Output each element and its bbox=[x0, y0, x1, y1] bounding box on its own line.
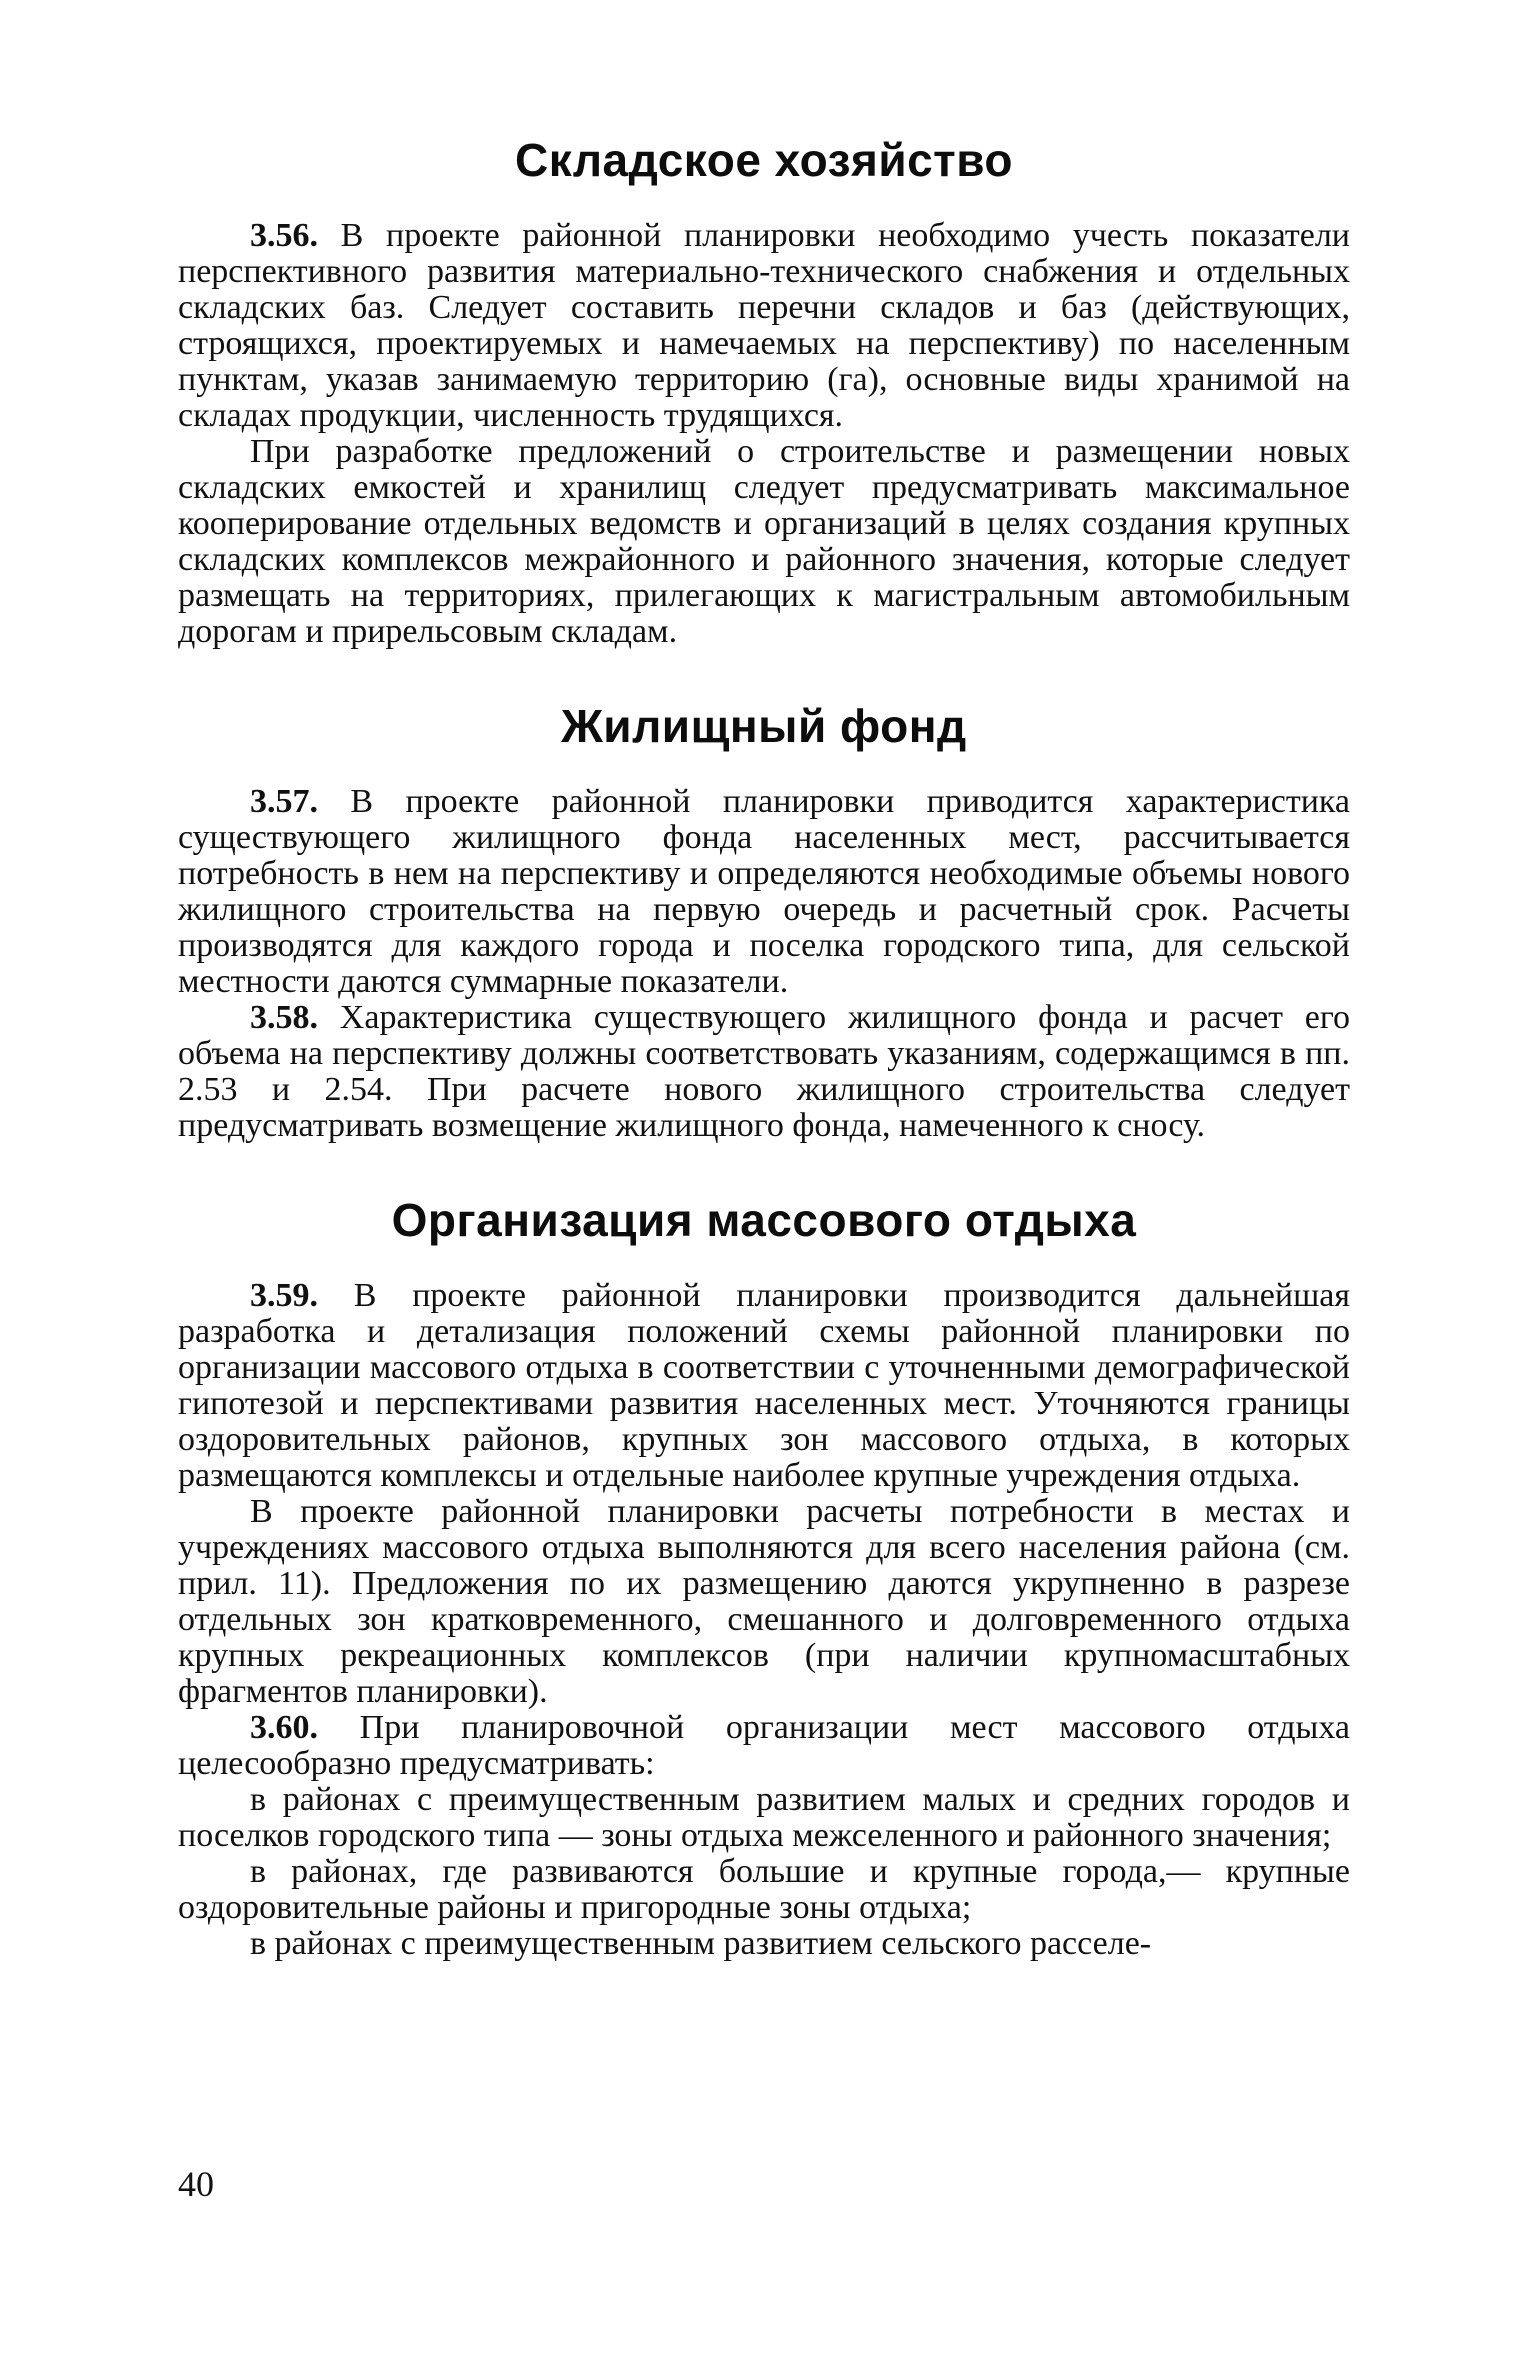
paragraph-3-56 bbox=[178, 218, 1350, 434]
paragraph-text: При планировочной организации мест массового отдыха целесообразно предусматривать: bbox=[178, 1709, 1350, 1782]
section-heading-mass-recreation: Организация массового отдыха bbox=[391, 1194, 1137, 1246]
paragraph-text: Характеристика существующего жилищного фонда и расчет его объема на перспективу должны соответствовать указаниям, содержащимся в пп. 2.53 и 2.54. При расчете нового жилищного строительства следует предусматривать возмещение жилищного фонда, намеченного к сносу. bbox=[178, 999, 1350, 1144]
paragraph-3-59 bbox=[178, 1278, 1350, 1494]
list-item-rural bbox=[178, 1926, 1350, 1962]
list-item-large-cities bbox=[178, 1854, 1350, 1926]
paragraph-number: 3.57. bbox=[250, 783, 318, 820]
paragraph-text: в районах с преимущественным развитием малых и средних городов и поселков городского типа — зоны отдыха межселенного и районного значения; bbox=[178, 1781, 1350, 1854]
paragraph-3-58 bbox=[178, 1000, 1350, 1144]
paragraph-text: При разработке предложений о строительстве и размещении новых складских емкостей и хранилищ следует предусматривать максимальное кооперирование отдельных ведомств и организаций в целях создания крупных складских комплексов межрайонного и районного значения, которые следует размещать на территориях, прилегающих к магистральным автомобильным дорогам и прирельсовым складам. bbox=[178, 433, 1350, 650]
section-heading-housing: Жилищный фонд bbox=[561, 700, 967, 752]
document-page bbox=[178, 128, 1350, 1962]
paragraph-number: 3.58. bbox=[250, 999, 318, 1036]
paragraph-number: 3.59. bbox=[250, 1277, 318, 1314]
paragraph-text: В проекте районной планировки расчеты потребности в местах и учреждениях массового отдыха выполняются для всего населения района (см. прил. 11). Предложения по их размещению даются укрупненно в разрезе отдельных зон кратковременного, смешанного и долговременного отдыха крупных рекреационных комплексов (при наличии крупномасштабных фрагментов планировки). bbox=[178, 1493, 1350, 1710]
paragraph-text: В проекте районной планировки необходимо учесть показатели перспективного развития материально-технического снабжения и отдельных складских баз. Следует составить перечни складов и баз (действующих, строящихся, проектируемых и намечаемых на перспективу) по населенным пунктам, указав занимаемую территорию (га), основные виды хранимой на складах продукции, численность трудящихся. bbox=[178, 217, 1350, 434]
section-heading-warehousing: Складское хозяйство bbox=[515, 134, 1013, 186]
paragraph-3-60 bbox=[178, 1710, 1350, 1782]
paragraph-3-57 bbox=[178, 784, 1350, 1000]
paragraph-text: В проекте районной планировки приводится характеристика существующего жилищного фонда населенных мест, рассчитывается потребность в нем на перспективу и определяются необходимые объемы нового жилищного строительства на первую очередь и расчетный срок. Расчеты производятся для каждого города и поселка городского типа, для сельской местности даются суммарные показатели. bbox=[178, 783, 1350, 1000]
paragraph-text: В проекте районной планировки производится дальнейшая разработка и детализация положений схемы районной планировки по организации массового отдыха в соответствии с уточненными демографической гипотезой и перспективами развития населенных мест. Уточняются границы оздоровительных районов, крупных зон массового отдыха, в которых размещаются комплексы и отдельные наиболее крупные учреждения отдыха. bbox=[178, 1277, 1350, 1494]
list-item-small-towns bbox=[178, 1782, 1350, 1854]
paragraph-number: 3.60. bbox=[250, 1709, 318, 1746]
paragraph-text: в районах, где развиваются большие и крупные города,— крупные оздоровительные районы и пригородные зоны отдыха; bbox=[178, 1853, 1350, 1926]
paragraph-warehouse-proposals bbox=[178, 434, 1350, 650]
page-number: 40 bbox=[178, 2164, 214, 2204]
paragraph-recreation-calculations bbox=[178, 1494, 1350, 1710]
paragraph-text: в районах с преимущественным развитием сельского расселе- bbox=[250, 1925, 1152, 1962]
paragraph-number: 3.56. bbox=[250, 217, 318, 254]
